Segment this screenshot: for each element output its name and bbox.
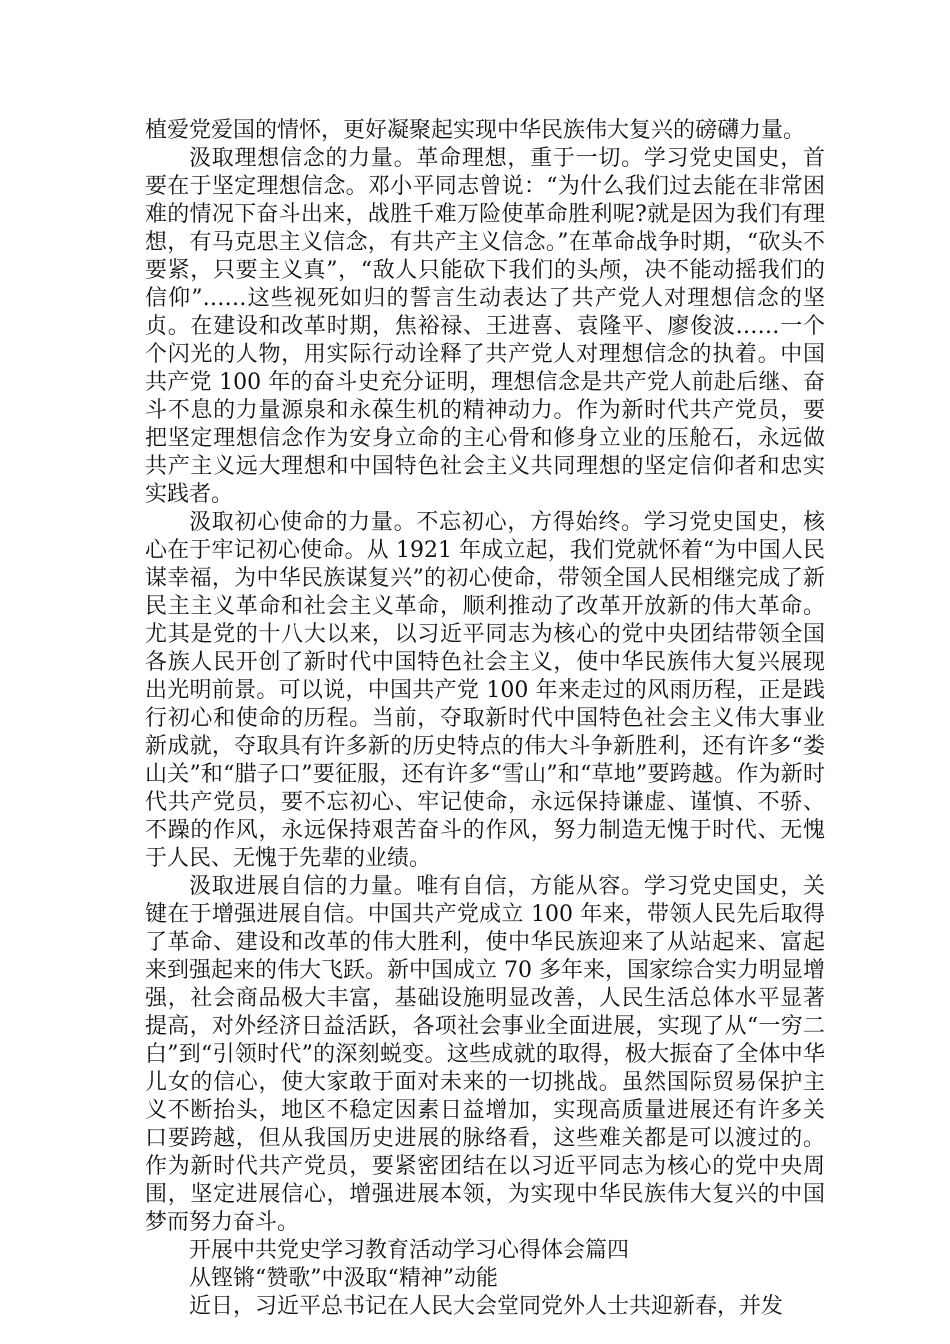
section-subtitle: 从铿锵“赞歌”中汲取“精神”动能	[189, 1266, 498, 1291]
paragraph-opening: 近日，习近平总书记在人民大会堂同党外人士共迎新春，并发	[189, 1294, 784, 1319]
paragraph-ideals-and-beliefs: 汲取理想信念的力量。革命理想，重于一切。学习党史国史，首要在于坚定理想信念。邓小平同志曾说：“为什么我们过去能在非常困难的情况下奋斗出来，战胜千难万险使革命胜利呢?就是因为我们有理想，有马克思主义信念，有共产主义信念。”在革命战争时期，“砍头不要紧，只要主义真”，“敌人只能砍下我们的头颅，决不能动摇我们的信仰”……这些视死如归的誓言生动表达了共产党人对理想信念的坚贞。在建设和改革时期，焦裕禄、王进喜、袁隆平、廖俊波……一个个闪光的人物，用实际行动诠释了共产党人对理想信念的执着。中国共产党 100 年的奋斗史充分证明，理想信念是共产党人前赴后继、奋斗不息的力量源泉和永葆生机的精神动力。作为新时代共产党员，要把坚定理想信念作为安身立命的主心骨和修身立业的压舱石，永远做共产主义远大理想和中国特色社会主义共同理想的坚定信仰者和忠实实践者。	[145, 146, 825, 507]
document-body	[145, 117, 825, 1321]
section-title: 开展中共党史学习教育活动学习心得体会篇四	[189, 1238, 630, 1263]
paragraph-original-mission: 汲取初心使命的力量。不忘初心，方得始终。学习党史国史，核心在于牢记初心使命。从 1921 年成立起，我们党就怀着“为中国人民谋幸福，为中华民族谋复兴”的初心使命，带领全国人民相继完成了新民主主义革命和社会主义革命，顺利推动了改革开放新的伟大革命。尤其是党的十八大以来，以习近平同志为核心的党中央团结带领全国各族人民开创了新时代中国特色社会主义，使中华民族伟大复兴展现出光明前景。可以说，中国共产党 100 年来走过的风雨历程，正是践行初心和使命的历程。当前，夺取新时代中国特色社会主义伟大事业新成就，夺取具有许多新的历史特点的伟大斗争新胜利，还有许多“娄山关”和“腊子口”要征服，还有许多“雪山”和“草地”要跨越。作为新时代共产党员，要不忘初心、牢记使命，永远保持谦虚、谨慎、不骄、不躁的作风，永远保持艰苦奋斗的作风，努力制造无愧于时代、无愧于人民、无愧于先辈的业绩。	[145, 510, 825, 871]
paragraph-development-confidence: 汲取进展自信的力量。唯有自信，方能从容。学习党史国史，关键在于增强进展自信。中国共产党成立 100 年来，带领人民先后取得了革命、建设和改革的伟大胜利，使中华民族迎来了从站起来、富起来到强起来的伟大飞跃。新中国成立 70 多年来，国家综合实力明显增强，社会商品极大丰富，基础设施明显改善，人民生活总体水平显著提高，对外经济日益活跃，各项社会事业全面进展，实现了从“一穷二白”到“引领时代”的深刻蜕变。这些成就的取得，极大振奋了全体中华儿女的信心，使大家敢于面对未来的一切挑战。虽然国际贸易保护主义不断抬头，地区不稳定因素日益增加，实现高质量进展还有许多关口要跨越，但从我国历史进展的脉络看，这些难关都是可以渡过的。作为新时代共产党员，要紧密团结在以习近平同志为核心的党中央周围，坚定进展信心，增强进展本领，为实现中华民族伟大复兴的中国梦而努力奋斗。	[145, 874, 825, 1235]
paragraph-continuation: 植爱党爱国的情怀，更好凝聚起实现中华民族伟大复兴的磅礴力量。	[145, 118, 806, 143]
